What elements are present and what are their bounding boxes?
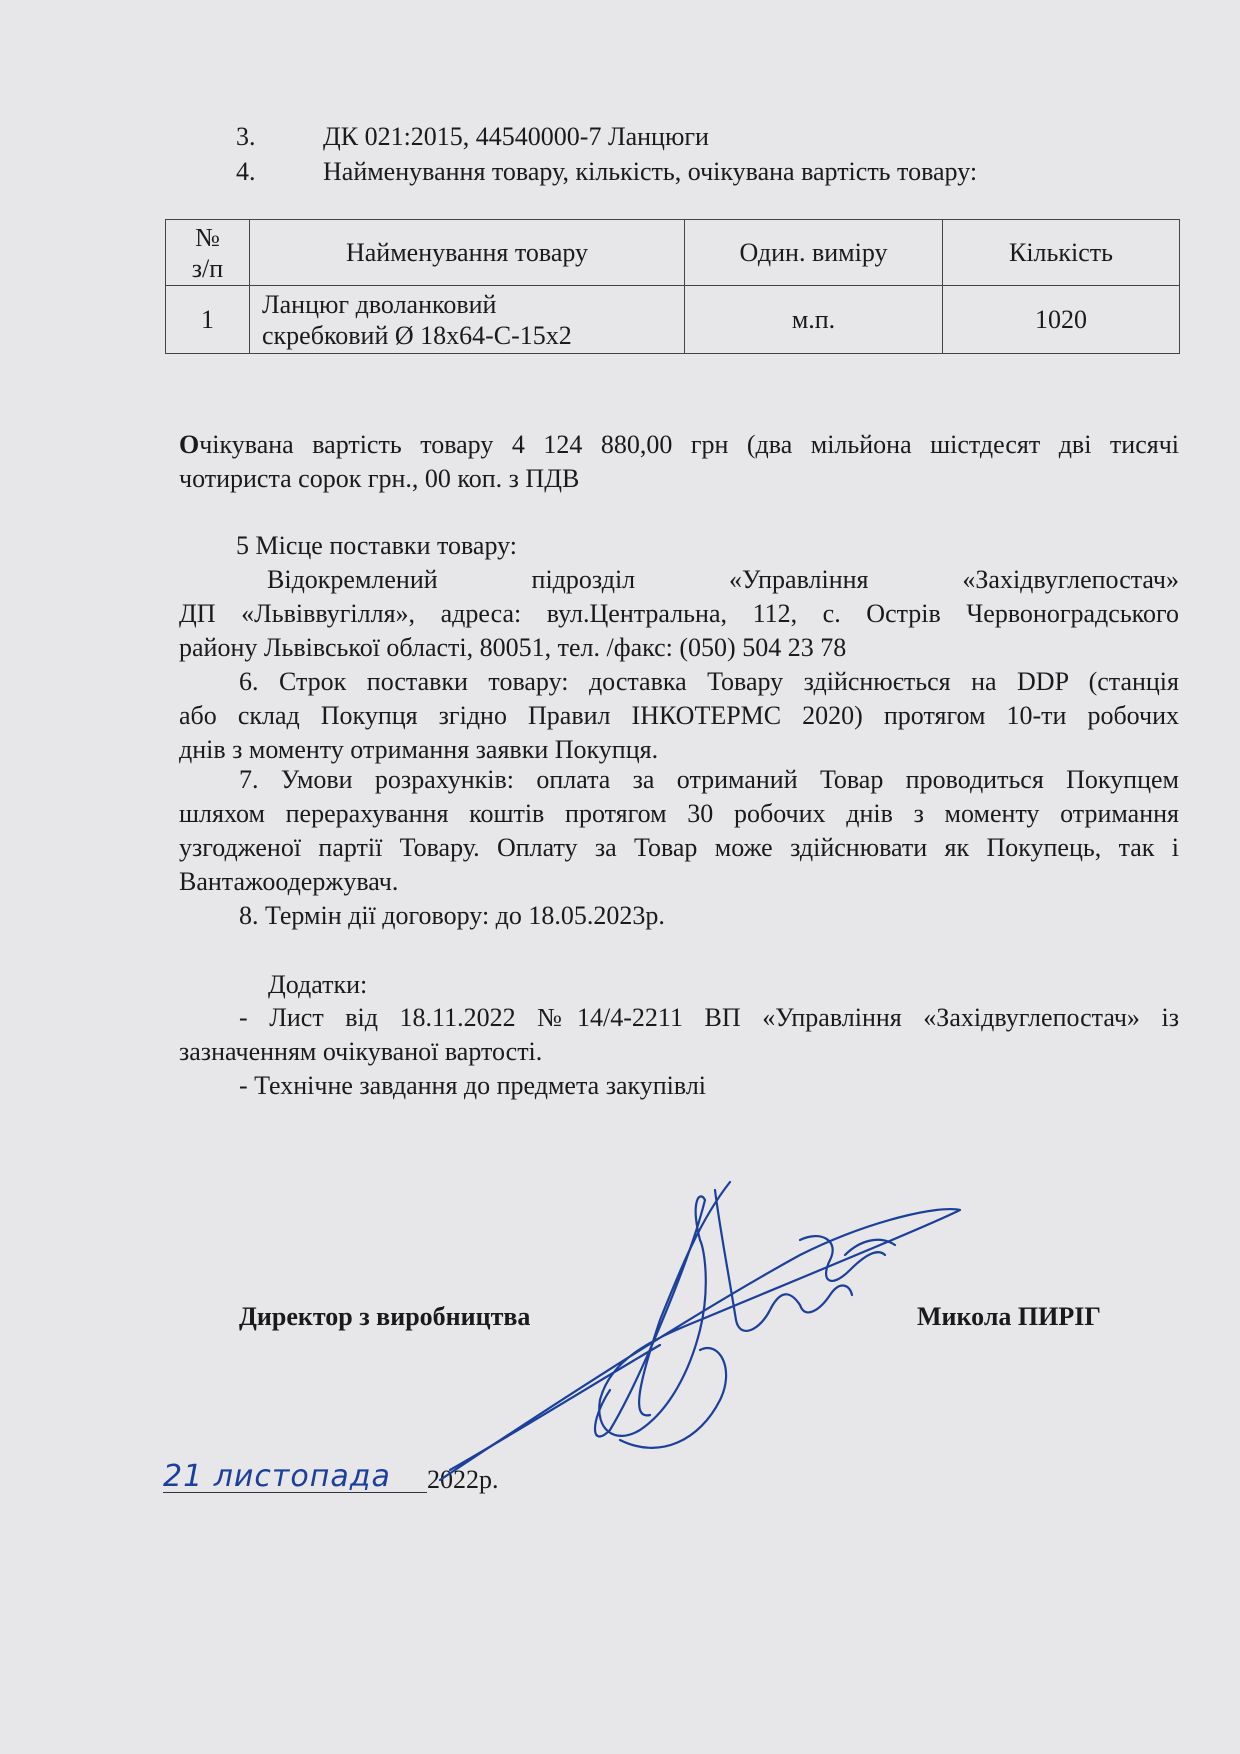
cell-number: 1 bbox=[166, 286, 250, 354]
header-name: Найменування товару bbox=[250, 220, 685, 286]
attachment-1-line2: зазначенням очікуваної вартості. bbox=[179, 1037, 543, 1066]
cell-name-line1: Ланцюг дволанковий bbox=[262, 289, 497, 319]
payment-line1: 7. Умови розрахунків: оплата за отриманий Товар проводиться Покупцем bbox=[239, 765, 1179, 794]
delivery-place-line1: Відокремлений підрозділ «Управління «Західвуглепостач» bbox=[267, 565, 1179, 594]
signatory-position: Директор з виробництва bbox=[239, 1302, 531, 1331]
delivery-place-line3: району Львівської області, 80051, тел. /факс: (050) 504 23 78 bbox=[179, 633, 847, 662]
expected-cost-lead: О bbox=[179, 430, 200, 459]
attachments-heading: Додатки: bbox=[268, 970, 368, 999]
cell-name-line2: скребковий Ø 18х64-С-15х2 bbox=[262, 320, 572, 350]
expected-cost-line1-text: чікувана вартість товару 4 124 880,00 грн (два мільйона шістдесят дві тисячі bbox=[199, 430, 1179, 459]
cell-qty: 1020 bbox=[943, 286, 1180, 354]
delivery-term-line2: або склад Покупця згідно Правил ІНКОТЕРМС 2020) протягом 10-ти робочих bbox=[179, 701, 1179, 730]
delivery-term-line1: 6. Строк поставки товару: доставка Товару здійснюється на DDP (станція bbox=[239, 667, 1179, 696]
header-number-line2: з/п bbox=[191, 253, 224, 283]
item-3-number: 3. bbox=[236, 122, 256, 151]
delivery-place-line2: ДП «Львіввугілля», адреса: вул.Центральна, 112, с. Острів Червоноградського bbox=[179, 599, 1179, 628]
item-4-text: Найменування товару, кількість, очікувана вартість товару: bbox=[323, 157, 978, 186]
delivery-term-line3: днів з моменту отримання заявки Покупця. bbox=[179, 735, 659, 764]
contract-term: 8. Термін дії договору: до 18.05.2023р. bbox=[239, 901, 665, 930]
payment-line3: узгодженої партії Товару. Оплату за Товар може здійснювати як Покупець, так і bbox=[179, 833, 1179, 862]
cell-unit: м.п. bbox=[685, 286, 943, 354]
payment-line4: Вантажоодержувач. bbox=[179, 867, 399, 896]
signatory-name: Микола ПИРІГ bbox=[917, 1302, 1101, 1331]
attachment-2: - Технічне завдання до предмета закупівлі bbox=[239, 1071, 707, 1100]
delivery-place-heading: 5 Місце поставки товару: bbox=[236, 531, 518, 560]
header-qty: Кількість bbox=[943, 220, 1180, 286]
expected-cost-line2: чотириста сорок грн., 00 коп. з ПДВ bbox=[179, 464, 580, 493]
header-number-line1: № bbox=[195, 222, 220, 252]
header-unit: Один. виміру bbox=[685, 220, 943, 286]
attachment-1-line1: - Лист від 18.11.2022 №14/4-2211 ВП «Управління «Західвуглепостач» із bbox=[239, 1003, 1179, 1032]
item-3-text: ДК 021:2015, 44540000-7 Ланцюги bbox=[323, 122, 709, 151]
payment-line2: шляхом перерахування коштів протягом 30 робочих днів з моменту отримання bbox=[179, 799, 1179, 828]
date-year: 2022р. bbox=[427, 1465, 499, 1494]
handwritten-date: 21 листопада bbox=[163, 1459, 391, 1494]
item-4-number: 4. bbox=[236, 157, 256, 186]
